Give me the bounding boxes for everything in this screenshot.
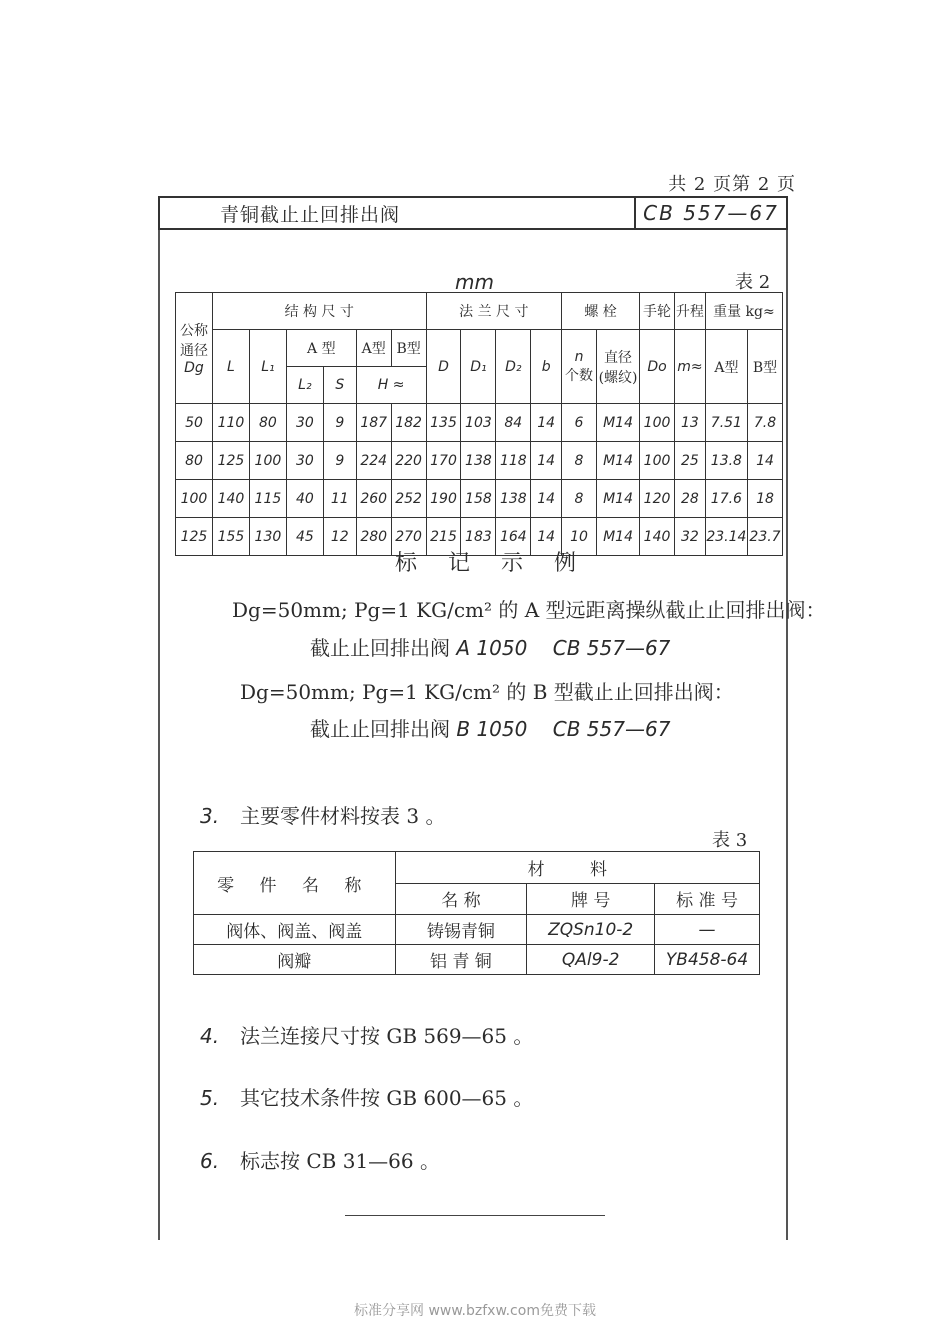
cell: 118 <box>496 442 531 480</box>
cell: 7.8 <box>747 404 782 442</box>
cell: 9 <box>323 442 356 480</box>
col-dia-note: (螺纹) <box>598 369 638 386</box>
cell: 45 <box>286 518 323 556</box>
part-name-header: 零 件 名 称 <box>194 852 396 915</box>
cell: 14 <box>531 442 562 480</box>
col-b-type-h: B型 <box>391 330 426 367</box>
lift-header: 升程 <box>675 293 706 330</box>
document-title: 青铜截止止回排出阀 <box>160 198 636 228</box>
cell: 220 <box>391 442 426 480</box>
item-number: 5. <box>200 1086 220 1110</box>
cell: 158 <box>461 480 496 518</box>
item-text: 法兰连接尺寸按 GB 569—65 。 <box>240 1024 534 1048</box>
col-weight-b: B型 <box>747 330 782 404</box>
cell: 80 <box>176 442 213 480</box>
frame-left-line <box>158 230 160 1240</box>
cell: 182 <box>391 404 426 442</box>
marking-line-1: Dg=50mm; Pg=1 KG/cm² 的 A 型远距离操纵截止止回排出阀： <box>232 598 826 622</box>
cell: 140 <box>212 480 249 518</box>
cell: 80 <box>249 404 286 442</box>
frame-right-line <box>786 230 788 1240</box>
cell: 14 <box>747 442 782 480</box>
cell: 280 <box>356 518 391 556</box>
cell: 183 <box>461 518 496 556</box>
cell: 40 <box>286 480 323 518</box>
cell: 155 <box>212 518 249 556</box>
col-b: b <box>531 330 562 404</box>
marking-title: 标 记 示 例 <box>395 551 588 576</box>
standard-code: CB 557—67 <box>643 201 779 225</box>
table-row <box>176 404 783 442</box>
col-m: m≈ <box>675 330 706 404</box>
cell: 25 <box>675 442 706 480</box>
col-H: H ≈ <box>356 367 426 404</box>
cell: 30 <box>286 404 323 442</box>
col-a-type: A 型 <box>286 330 356 367</box>
col-L: L <box>212 330 249 404</box>
cell: 260 <box>356 480 391 518</box>
material-header: 材 料 <box>395 852 759 884</box>
page-info: 共 2 页第 2 页 <box>668 174 796 195</box>
cell: 170 <box>426 442 461 480</box>
col-D2: D₂ <box>496 330 531 404</box>
marking-line-2-code: A 1050 CB 557—67 <box>456 636 671 660</box>
table-row <box>176 480 783 518</box>
cell: 100 <box>640 442 675 480</box>
cell: 125 <box>212 442 249 480</box>
col-n-symbol: n <box>574 348 584 365</box>
structure-header: 结 构 尺 寸 <box>212 293 426 330</box>
cell: 252 <box>391 480 426 518</box>
table3-label: 表 3 <box>712 830 748 851</box>
cell: 30 <box>286 442 323 480</box>
flange-header: 法 兰 尺 寸 <box>426 293 562 330</box>
cell: 6 <box>562 404 597 442</box>
item-text: 标志按 CB 31—66 。 <box>240 1149 440 1173</box>
nominal-line-1: 公称 <box>179 323 208 339</box>
cell: 190 <box>426 480 461 518</box>
col-L1: L₁ <box>249 330 286 404</box>
col-material-grade: 牌 号 <box>527 883 655 915</box>
cell: 8 <box>562 442 597 480</box>
col-D1: D₁ <box>461 330 496 404</box>
col-material-std: 标 准 号 <box>655 883 760 915</box>
cell: M14 <box>596 480 639 518</box>
table3-header-row-1 <box>194 852 760 884</box>
item-number: 4. <box>200 1024 220 1048</box>
col-D: D <box>426 330 461 404</box>
cell: 164 <box>496 518 531 556</box>
cell: — <box>655 915 760 945</box>
marking-line-2-name: 截止止回排出阀 <box>310 636 450 660</box>
col-dia-label: 直径 <box>604 349 633 366</box>
col-dia <box>596 330 639 404</box>
item-text: 主要零件材料按表 3 。 <box>240 804 446 828</box>
cell: 8 <box>562 480 597 518</box>
cell: 125 <box>176 518 213 556</box>
item-6 <box>200 1145 440 1174</box>
item-number: 3. <box>200 804 220 828</box>
cell: 13 <box>675 404 706 442</box>
cell: 84 <box>496 404 531 442</box>
cell: 17.6 <box>705 480 747 518</box>
unit-label: mm <box>455 270 494 294</box>
table-row <box>194 915 760 945</box>
cell: 130 <box>249 518 286 556</box>
bolt-header: 螺 栓 <box>562 293 640 330</box>
cell: 18 <box>747 480 782 518</box>
cell: 50 <box>176 404 213 442</box>
item-3 <box>200 800 445 829</box>
cell: 270 <box>391 518 426 556</box>
marking-line-3: Dg=50mm; Pg=1 KG/cm² 的 B 型截止止回排出阀： <box>240 680 734 704</box>
item-4 <box>200 1020 533 1049</box>
item-5 <box>200 1082 533 1111</box>
cell: M14 <box>596 442 639 480</box>
cell: 28 <box>675 480 706 518</box>
marking-line-4-name: 截止止回排出阀 <box>310 717 450 741</box>
cell: 100 <box>640 404 675 442</box>
marking-line-4-code: B 1050 CB 557—67 <box>456 717 671 741</box>
marking-line-2 <box>310 632 670 661</box>
table-row <box>176 442 783 480</box>
col-n-note: 个数 <box>565 367 594 384</box>
cell: 224 <box>356 442 391 480</box>
cell: YB458-64 <box>655 945 760 975</box>
cell: 23.14 <box>705 518 747 556</box>
nominal-line-2: 通径 <box>179 343 208 359</box>
cell: 23.7 <box>747 518 782 556</box>
cell: 135 <box>426 404 461 442</box>
cell: 103 <box>461 404 496 442</box>
cell: 14 <box>531 480 562 518</box>
cell: 110 <box>212 404 249 442</box>
footer-watermark: 标准分享网 www.bzfxw.com免费下载 <box>354 1303 596 1319</box>
cell: 13.8 <box>705 442 747 480</box>
col-weight-a: A型 <box>705 330 747 404</box>
cell: QAl9-2 <box>527 945 655 975</box>
cell: 7.51 <box>705 404 747 442</box>
cell: 100 <box>249 442 286 480</box>
cell: 铝 青 铜 <box>395 945 527 975</box>
nominal-header <box>176 293 213 404</box>
cell: 11 <box>323 480 356 518</box>
cell: 阀体、阀盖、阀盖 <box>194 915 396 945</box>
table2-header-row-2 <box>176 330 783 367</box>
cell: M14 <box>596 404 639 442</box>
cell: 9 <box>323 404 356 442</box>
cell: 14 <box>531 404 562 442</box>
col-S: S <box>323 367 356 404</box>
table2-label: 表 2 <box>735 272 771 293</box>
cell: 215 <box>426 518 461 556</box>
materials-table <box>193 851 760 975</box>
cell: 12 <box>323 518 356 556</box>
handwheel-header: 手轮 <box>640 293 675 330</box>
nominal-line-3: Dg <box>184 360 204 376</box>
dimension-table <box>175 292 783 556</box>
cell: 138 <box>496 480 531 518</box>
col-material-name: 名 称 <box>395 883 527 915</box>
table-row <box>194 945 760 975</box>
cell: 187 <box>356 404 391 442</box>
col-a-type-h: A型 <box>356 330 391 367</box>
header-box <box>158 196 788 230</box>
cell: 阀瓣 <box>194 945 396 975</box>
item-number: 6. <box>200 1149 220 1173</box>
weight-header: 重量 kg≈ <box>705 293 782 330</box>
item-text: 其它技术条件按 GB 600—65 。 <box>240 1086 534 1110</box>
signature-line <box>345 1215 605 1216</box>
col-L2: L₂ <box>286 367 323 404</box>
col-Do: Do <box>640 330 675 404</box>
cell: 32 <box>675 518 706 556</box>
cell: 138 <box>461 442 496 480</box>
table2-header-row-1 <box>176 293 783 330</box>
cell: 115 <box>249 480 286 518</box>
cell: 120 <box>640 480 675 518</box>
marking-line-4 <box>310 713 670 742</box>
cell: ZQSn10-2 <box>527 915 655 945</box>
cell: 100 <box>176 480 213 518</box>
cell: M14 <box>596 518 639 556</box>
cell: 14 <box>531 518 562 556</box>
cell: 10 <box>562 518 597 556</box>
cell: 140 <box>640 518 675 556</box>
col-n <box>562 330 597 404</box>
cell: 铸锡青铜 <box>395 915 527 945</box>
